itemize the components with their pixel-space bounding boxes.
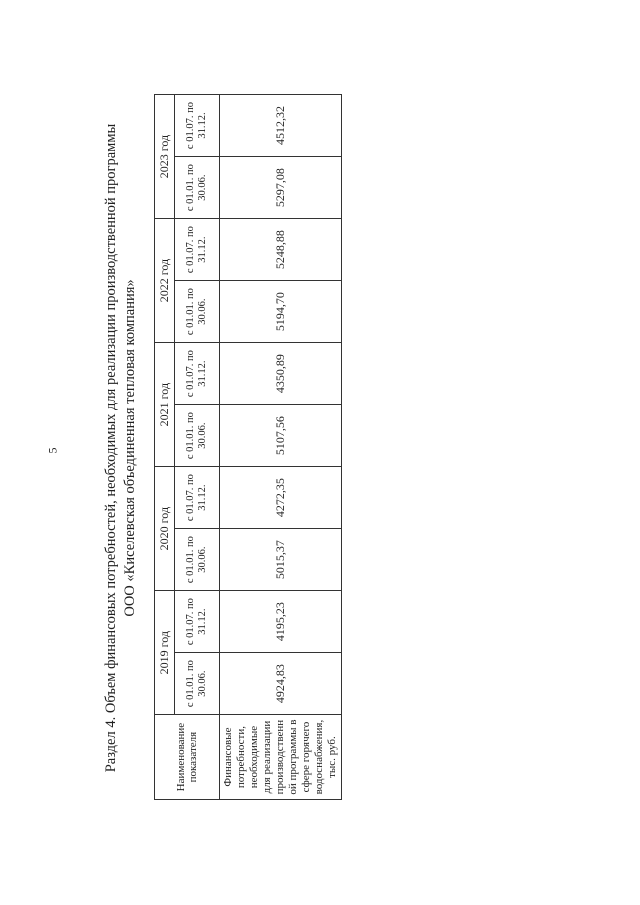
period-header-2020-h2: с 01.07. по 31.12. <box>175 467 220 529</box>
period-header-2023-h2: с 01.07. по 31.12. <box>175 95 220 157</box>
rotated-content <box>102 88 342 808</box>
table-container <box>154 88 342 800</box>
year-header-2023: 2023 год <box>155 95 175 219</box>
section-heading-line2: ООО «Киселевская объединенная тепловая компания» <box>122 279 138 617</box>
page-number: 5 <box>45 447 60 454</box>
value-2019-h2: 4195,23 <box>220 591 342 653</box>
table-row <box>220 95 342 800</box>
value-2022-h2: 5248,88 <box>220 219 342 281</box>
period-header-2021-h1: с 01.01. по 30.06. <box>175 405 220 467</box>
period-header-2021-h2: с 01.07. по 31.12. <box>175 343 220 405</box>
period-header-2022-h1: с 01.01. по 30.06. <box>175 281 220 343</box>
year-header-2020: 2020 год <box>155 467 175 591</box>
value-2019-h1: 4924,83 <box>220 653 342 715</box>
year-header-row <box>155 95 175 800</box>
section-heading-line1: Раздел 4. Объем финансовых потребностей, необходимых для реализации производственной программы <box>103 123 119 773</box>
value-2023-h1: 5297,08 <box>220 157 342 219</box>
period-header-2023-h1: с 01.01. по 30.06. <box>175 157 220 219</box>
year-header-2022: 2022 год <box>155 219 175 343</box>
period-header-2022-h2: с 01.07. по 31.12. <box>175 219 220 281</box>
section-heading <box>102 88 140 808</box>
year-header-2021: 2021 год <box>155 343 175 467</box>
value-2021-h1: 5107,56 <box>220 405 342 467</box>
financial-needs-table <box>154 94 342 800</box>
value-2021-h2: 4350,89 <box>220 343 342 405</box>
period-header-2019-h2: с 01.07. по 31.12. <box>175 591 220 653</box>
period-header-row <box>175 95 220 800</box>
year-header-2019: 2019 год <box>155 591 175 715</box>
period-header-2020-h1: с 01.01. по 30.06. <box>175 529 220 591</box>
value-2022-h1: 5194,70 <box>220 281 342 343</box>
value-2023-h2: 4512,32 <box>220 95 342 157</box>
corner-header: Наименование показателя <box>155 715 220 800</box>
period-header-2019-h1: с 01.01. по 30.06. <box>175 653 220 715</box>
value-2020-h1: 5015,37 <box>220 529 342 591</box>
value-2020-h2: 4272,35 <box>220 467 342 529</box>
row-label: Финансовые потребности, необходимые для реализации производственн ой программы в сфере горячего водоснабжения, тыс. руб. <box>220 715 342 800</box>
